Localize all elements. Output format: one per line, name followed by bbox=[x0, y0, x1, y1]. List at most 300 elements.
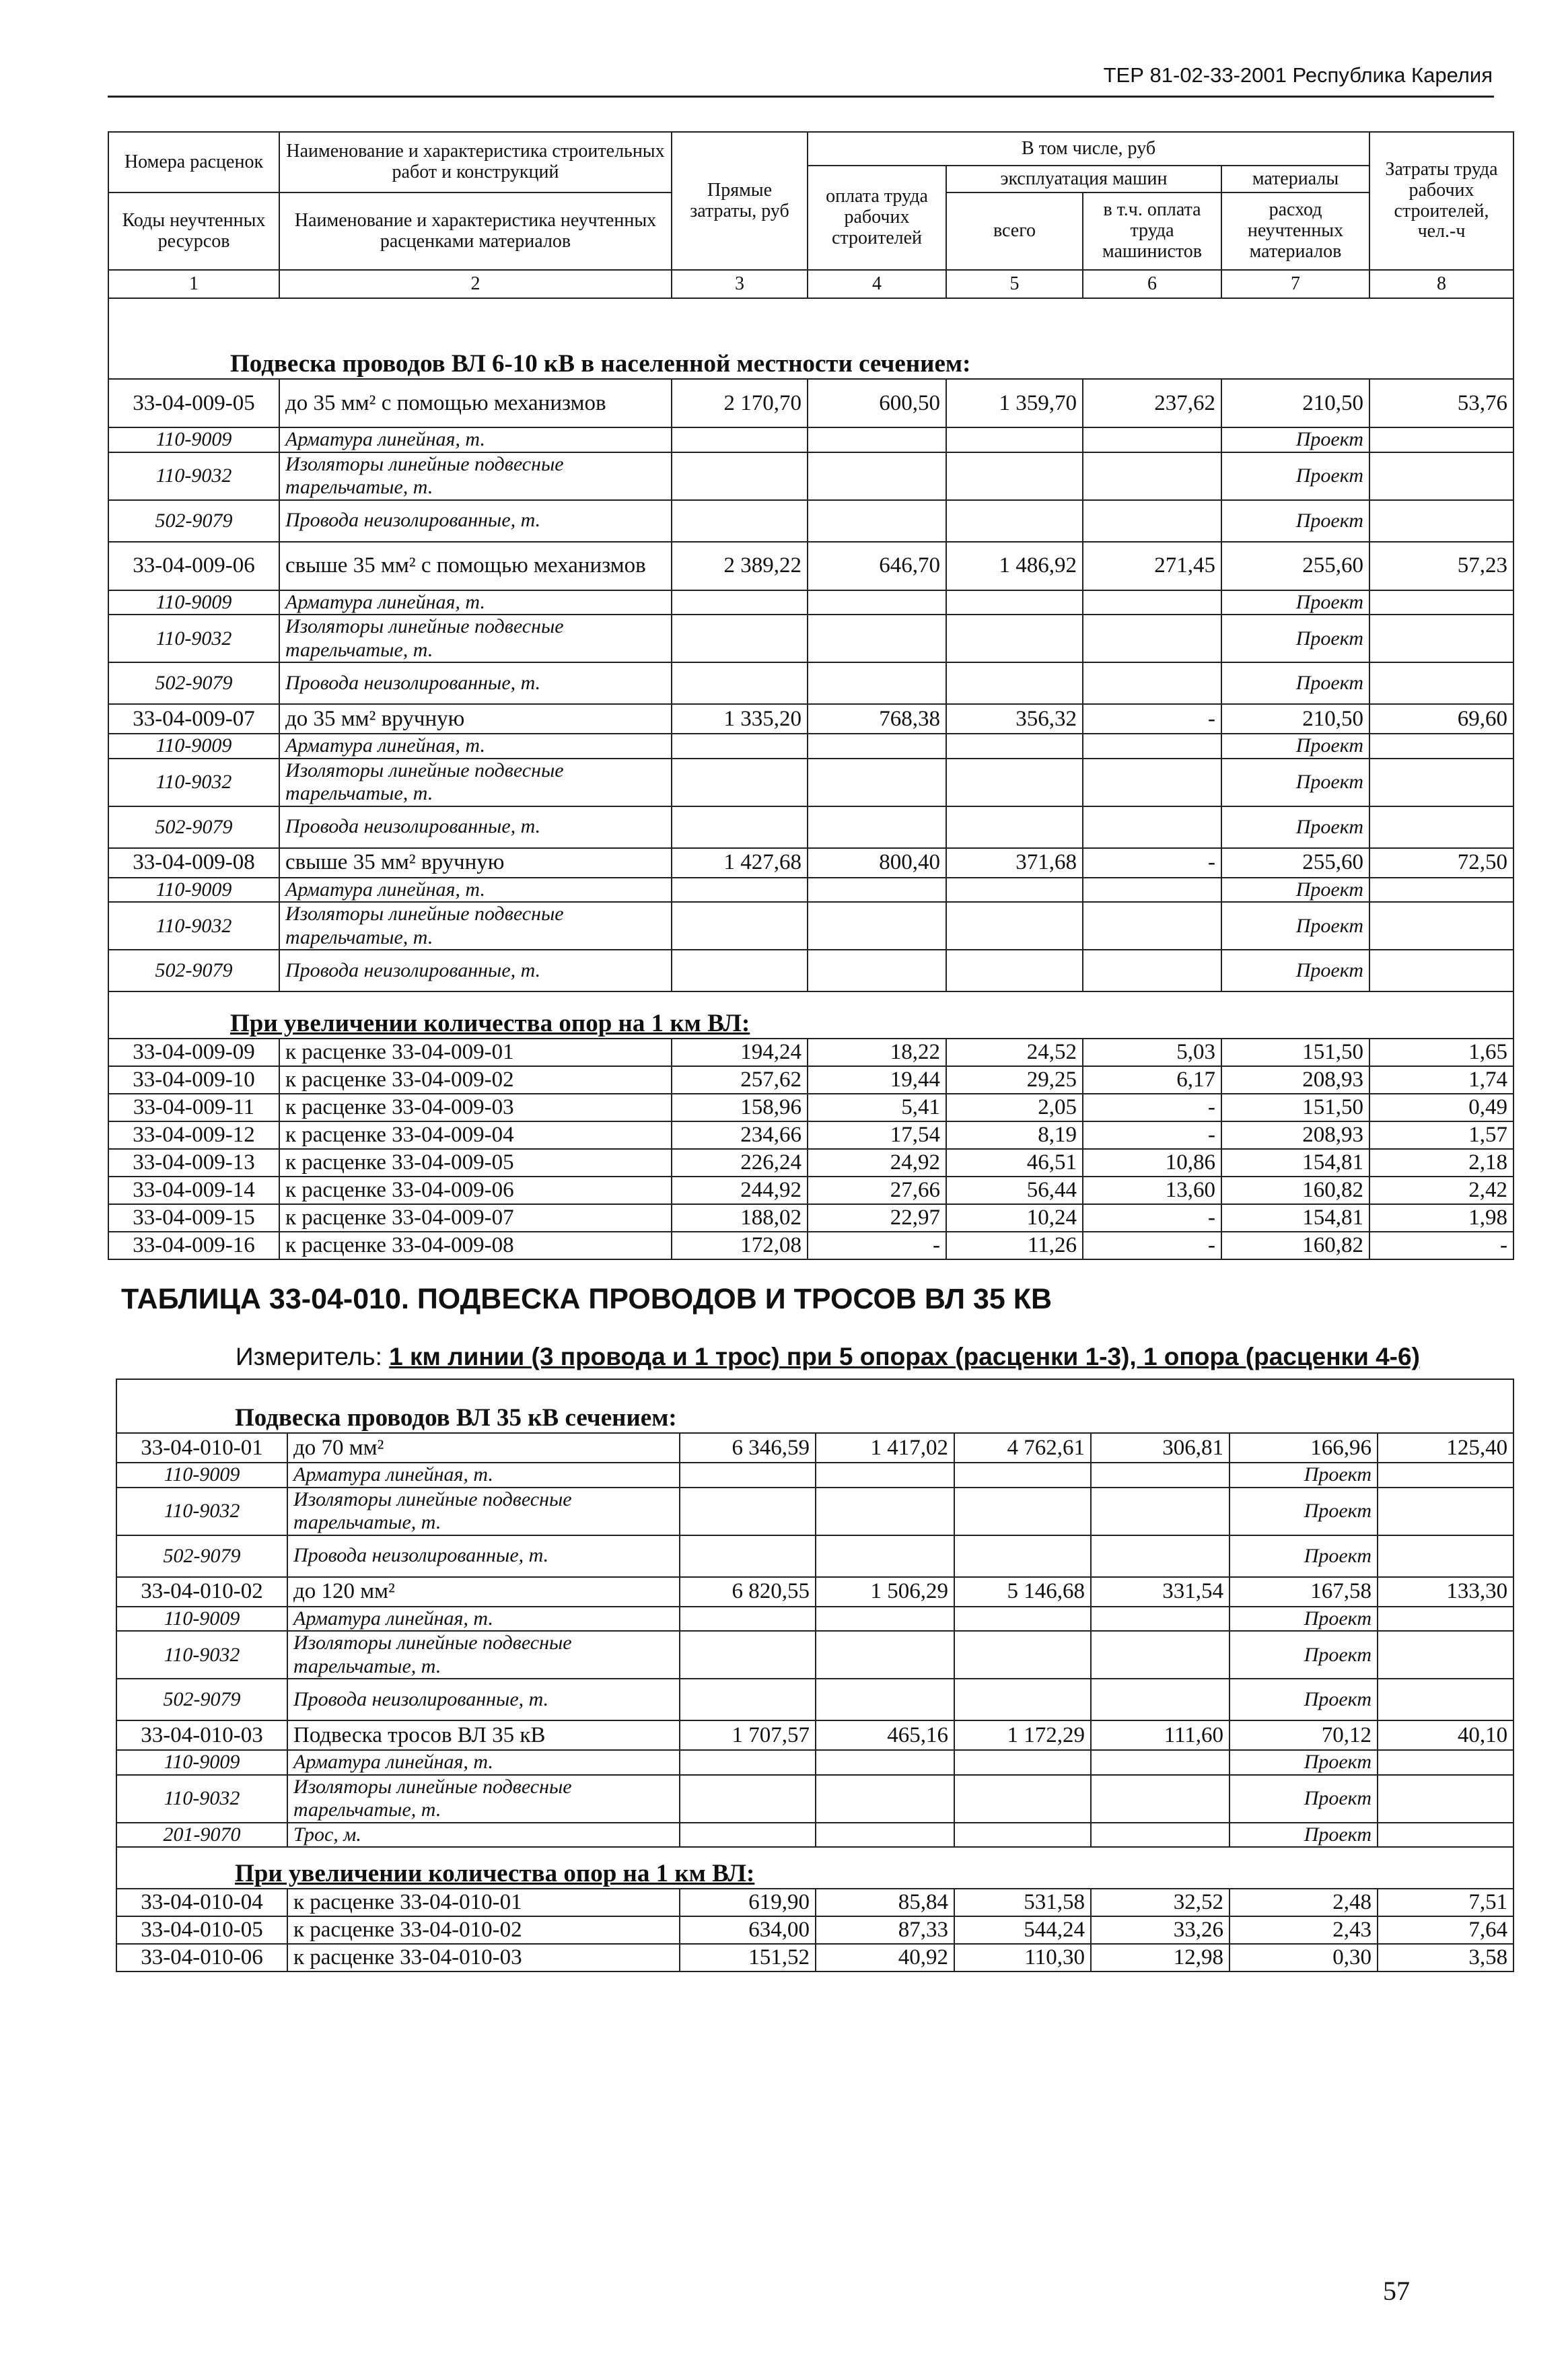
resource-name: Арматура линейная, т. bbox=[279, 878, 672, 903]
value-c8: 0,49 bbox=[1369, 1094, 1513, 1121]
section-2-title-row bbox=[116, 1379, 1513, 1433]
value-c3: 1 427,68 bbox=[672, 848, 808, 878]
empty-cell bbox=[1369, 500, 1513, 542]
value-c4: 27,66 bbox=[808, 1177, 946, 1204]
empty-cell bbox=[672, 902, 808, 950]
value-c5: 24,52 bbox=[946, 1039, 1083, 1066]
value-c4: 646,70 bbox=[808, 542, 946, 590]
increase-row bbox=[108, 1177, 1513, 1204]
col-num: 2 bbox=[279, 270, 672, 298]
value-c3: 172,08 bbox=[672, 1232, 808, 1259]
resource-code: 110-9032 bbox=[108, 615, 279, 662]
resource-row bbox=[108, 500, 1513, 542]
value-c7: 154,81 bbox=[1221, 1149, 1369, 1177]
increase-row bbox=[116, 1944, 1513, 1971]
empty-cell bbox=[1083, 615, 1221, 662]
value-c3: 1 707,57 bbox=[680, 1720, 816, 1750]
rate-code: 33-04-010-03 bbox=[116, 1720, 287, 1750]
resource-row bbox=[116, 1631, 1513, 1679]
value-c3: 188,02 bbox=[672, 1204, 808, 1232]
increase-row bbox=[116, 1916, 1513, 1944]
project-mark: Проект bbox=[1230, 1679, 1378, 1720]
increase-1-title-row bbox=[108, 991, 1513, 1039]
empty-cell bbox=[1083, 500, 1221, 542]
value-c7: 70,12 bbox=[1230, 1720, 1378, 1750]
col-head-2a: Наименование и характеристика строительных работ и конструкций bbox=[279, 132, 672, 193]
rate-code: 33-04-009-10 bbox=[108, 1066, 279, 1094]
resource-name: Трос, м. bbox=[287, 1823, 680, 1848]
empty-cell bbox=[1378, 1775, 1513, 1823]
rate-code: 33-04-009-09 bbox=[108, 1039, 279, 1066]
resource-row bbox=[116, 1535, 1513, 1577]
increase-row bbox=[108, 1121, 1513, 1149]
value-c6: 271,45 bbox=[1083, 542, 1221, 590]
resource-code: 110-9009 bbox=[108, 590, 279, 615]
resource-name: Изоляторы линейные подвесные тарельчатые, т. bbox=[287, 1631, 680, 1679]
empty-cell bbox=[1083, 662, 1221, 704]
resource-row bbox=[116, 1823, 1513, 1848]
resource-name: Изоляторы линейные подвесные тарельчатые, т. bbox=[279, 902, 672, 950]
empty-cell bbox=[1091, 1631, 1230, 1679]
empty-cell bbox=[808, 759, 946, 806]
rate-name: до 70 мм² bbox=[287, 1433, 680, 1463]
col-head-1a: Номера расценок bbox=[108, 132, 279, 193]
project-mark: Проект bbox=[1221, 590, 1369, 615]
page-header: ТЕР 81-02-33-2001 Республика Карелия bbox=[1103, 63, 1493, 87]
resource-name: Арматура линейная, т. bbox=[279, 427, 672, 452]
empty-cell bbox=[816, 1823, 954, 1848]
page-number: 57 bbox=[1383, 2276, 1410, 2306]
rate-code: 33-04-010-06 bbox=[116, 1944, 287, 1971]
increase-title: При увеличении количества опор на 1 км ВЛ: bbox=[116, 1847, 1513, 1889]
empty-cell bbox=[954, 1679, 1091, 1720]
resource-row bbox=[108, 427, 1513, 452]
empty-cell bbox=[816, 1631, 954, 1679]
resource-row bbox=[108, 902, 1513, 950]
value-c5: 371,68 bbox=[946, 848, 1083, 878]
rate-name: к расценке 33-04-009-06 bbox=[279, 1177, 672, 1204]
empty-cell bbox=[680, 1535, 816, 1577]
empty-cell bbox=[672, 615, 808, 662]
project-mark: Проект bbox=[1221, 734, 1369, 759]
empty-cell bbox=[946, 878, 1083, 903]
empty-cell bbox=[1369, 590, 1513, 615]
empty-cell bbox=[1083, 590, 1221, 615]
empty-cell bbox=[1378, 1607, 1513, 1632]
value-c4: 5,41 bbox=[808, 1094, 946, 1121]
rate-name: к расценке 33-04-009-01 bbox=[279, 1039, 672, 1066]
empty-cell bbox=[816, 1750, 954, 1775]
empty-cell bbox=[672, 590, 808, 615]
rate-code: 33-04-009-11 bbox=[108, 1094, 279, 1121]
col-num: 8 bbox=[1369, 270, 1513, 298]
value-c7: 151,50 bbox=[1221, 1094, 1369, 1121]
value-c7: 0,30 bbox=[1230, 1944, 1378, 1971]
resource-code: 110-9009 bbox=[116, 1607, 287, 1632]
empty-cell bbox=[680, 1631, 816, 1679]
empty-cell bbox=[816, 1488, 954, 1535]
rate-row bbox=[108, 848, 1513, 878]
resource-name: Изоляторы линейные подвесные тарельчатые, т. bbox=[279, 615, 672, 662]
empty-cell bbox=[1091, 1535, 1230, 1577]
resource-code: 110-9032 bbox=[108, 759, 279, 806]
table-1-head bbox=[108, 132, 1513, 298]
value-c3: 6 820,55 bbox=[680, 1577, 816, 1607]
project-mark: Проект bbox=[1230, 1488, 1378, 1535]
increase-row bbox=[108, 1066, 1513, 1094]
resource-code: 502-9079 bbox=[108, 950, 279, 991]
rate-name: до 35 мм² вручную bbox=[279, 704, 672, 734]
value-c6: 10,86 bbox=[1083, 1149, 1221, 1177]
value-c8: 125,40 bbox=[1378, 1433, 1513, 1463]
empty-cell bbox=[808, 662, 946, 704]
empty-cell bbox=[1083, 902, 1221, 950]
rate-name: к расценке 33-04-010-01 bbox=[287, 1889, 680, 1916]
resource-row bbox=[108, 734, 1513, 759]
empty-cell bbox=[946, 615, 1083, 662]
empty-cell bbox=[1369, 427, 1513, 452]
col-head-1b: Коды неучтенных ресурсов bbox=[108, 193, 279, 270]
value-c5: 1 486,92 bbox=[946, 542, 1083, 590]
rate-code: 33-04-009-15 bbox=[108, 1204, 279, 1232]
value-c6: 5,03 bbox=[1083, 1039, 1221, 1066]
empty-cell bbox=[946, 662, 1083, 704]
value-c5: 8,19 bbox=[946, 1121, 1083, 1149]
value-c6: 237,62 bbox=[1083, 379, 1221, 427]
resource-code: 110-9009 bbox=[116, 1463, 287, 1488]
value-c5: 10,24 bbox=[946, 1204, 1083, 1232]
value-c4: 19,44 bbox=[808, 1066, 946, 1094]
rate-code: 33-04-010-02 bbox=[116, 1577, 287, 1607]
col-head-exp: эксплуатация машин bbox=[946, 166, 1221, 193]
project-mark: Проект bbox=[1230, 1775, 1378, 1823]
empty-cell bbox=[672, 500, 808, 542]
value-c7: 166,96 bbox=[1230, 1433, 1378, 1463]
increase-1-rows bbox=[108, 1039, 1513, 1259]
value-c6: - bbox=[1083, 1204, 1221, 1232]
value-c8: 1,65 bbox=[1369, 1039, 1513, 1066]
value-c8: 40,10 bbox=[1378, 1720, 1513, 1750]
value-c6: 33,26 bbox=[1091, 1916, 1230, 1944]
empty-cell bbox=[1091, 1823, 1230, 1848]
project-mark: Проект bbox=[1230, 1631, 1378, 1679]
value-c6: 32,52 bbox=[1091, 1889, 1230, 1916]
value-c8: 7,51 bbox=[1378, 1889, 1513, 1916]
value-c6: - bbox=[1083, 1232, 1221, 1259]
section-2-rows bbox=[116, 1433, 1513, 1847]
value-c7: 210,50 bbox=[1221, 379, 1369, 427]
value-c4: 40,92 bbox=[816, 1944, 954, 1971]
empty-cell bbox=[946, 806, 1083, 848]
rate-code: 33-04-009-14 bbox=[108, 1177, 279, 1204]
value-c6: - bbox=[1083, 704, 1221, 734]
rate-code: 33-04-010-01 bbox=[116, 1433, 287, 1463]
value-c4: 18,22 bbox=[808, 1039, 946, 1066]
value-c7: 255,60 bbox=[1221, 542, 1369, 590]
empty-cell bbox=[1378, 1488, 1513, 1535]
value-c3: 234,66 bbox=[672, 1121, 808, 1149]
value-c7: 160,82 bbox=[1221, 1232, 1369, 1259]
resource-row bbox=[116, 1607, 1513, 1632]
value-c3: 151,52 bbox=[680, 1944, 816, 1971]
value-c6: 12,98 bbox=[1091, 1944, 1230, 1971]
value-c4: 1 417,02 bbox=[816, 1433, 954, 1463]
rate-row bbox=[108, 704, 1513, 734]
empty-cell bbox=[946, 902, 1083, 950]
value-c7: 2,43 bbox=[1230, 1916, 1378, 1944]
increase-row bbox=[108, 1094, 1513, 1121]
resource-name: Изоляторы линейные подвесные тарельчатые, т. bbox=[279, 452, 672, 500]
resource-code: 110-9032 bbox=[108, 902, 279, 950]
value-c4: 465,16 bbox=[816, 1720, 954, 1750]
value-c7: 167,58 bbox=[1230, 1577, 1378, 1607]
project-mark: Проект bbox=[1221, 759, 1369, 806]
value-c4: 800,40 bbox=[808, 848, 946, 878]
project-mark: Проект bbox=[1221, 902, 1369, 950]
empty-cell bbox=[946, 590, 1083, 615]
value-c3: 244,92 bbox=[672, 1177, 808, 1204]
resource-name: Арматура линейная, т. bbox=[287, 1750, 680, 1775]
empty-cell bbox=[816, 1607, 954, 1632]
rate-row bbox=[108, 379, 1513, 427]
section-1-title-row bbox=[108, 298, 1513, 379]
value-c8: 3,58 bbox=[1378, 1944, 1513, 1971]
empty-cell bbox=[680, 1488, 816, 1535]
value-c8: 72,50 bbox=[1369, 848, 1513, 878]
value-c5: 1 359,70 bbox=[946, 379, 1083, 427]
empty-cell bbox=[672, 878, 808, 903]
empty-cell bbox=[1369, 759, 1513, 806]
rate-row bbox=[116, 1433, 1513, 1463]
value-c5: 531,58 bbox=[954, 1889, 1091, 1916]
value-c4: 17,54 bbox=[808, 1121, 946, 1149]
increase-2-title-row bbox=[116, 1847, 1513, 1889]
resource-row bbox=[108, 452, 1513, 500]
empty-cell bbox=[808, 615, 946, 662]
resource-row bbox=[108, 590, 1513, 615]
value-c3: 1 335,20 bbox=[672, 704, 808, 734]
value-c4: 85,84 bbox=[816, 1889, 954, 1916]
value-c5: 46,51 bbox=[946, 1149, 1083, 1177]
rate-name: к расценке 33-04-010-03 bbox=[287, 1944, 680, 1971]
value-c6: - bbox=[1083, 1094, 1221, 1121]
value-c3: 194,24 bbox=[672, 1039, 808, 1066]
value-c7: 2,48 bbox=[1230, 1889, 1378, 1916]
resource-row bbox=[108, 806, 1513, 848]
resource-row bbox=[108, 615, 1513, 662]
rate-code: 33-04-009-13 bbox=[108, 1149, 279, 1177]
col-head-8: Затраты труда рабочих строителей, чел.-ч bbox=[1369, 132, 1513, 270]
rate-code: 33-04-009-05 bbox=[108, 379, 279, 427]
increase-title: При увеличении количества опор на 1 км ВЛ: bbox=[108, 991, 1513, 1039]
empty-cell bbox=[946, 950, 1083, 991]
section-title: Подвеска проводов ВЛ 35 кВ сечением: bbox=[116, 1379, 1513, 1433]
empty-cell bbox=[1083, 950, 1221, 991]
empty-cell bbox=[1083, 734, 1221, 759]
value-c8: 7,64 bbox=[1378, 1916, 1513, 1944]
empty-cell bbox=[954, 1607, 1091, 1632]
empty-cell bbox=[1369, 662, 1513, 704]
empty-cell bbox=[672, 662, 808, 704]
empty-cell bbox=[1091, 1463, 1230, 1488]
rate-code: 33-04-009-07 bbox=[108, 704, 279, 734]
rate-code: 33-04-009-08 bbox=[108, 848, 279, 878]
value-c8: 2,42 bbox=[1369, 1177, 1513, 1204]
col-head-mat: материалы bbox=[1221, 166, 1369, 193]
col-num: 1 bbox=[108, 270, 279, 298]
empty-cell bbox=[1378, 1463, 1513, 1488]
empty-cell bbox=[1083, 878, 1221, 903]
resource-code: 110-9009 bbox=[108, 878, 279, 903]
resource-code: 110-9009 bbox=[108, 427, 279, 452]
col-head-5: всего bbox=[946, 193, 1083, 270]
project-mark: Проект bbox=[1221, 615, 1369, 662]
value-c3: 158,96 bbox=[672, 1094, 808, 1121]
empty-cell bbox=[1378, 1823, 1513, 1848]
increase-row bbox=[108, 1149, 1513, 1177]
resource-name: Арматура линейная, т. bbox=[279, 590, 672, 615]
resource-code: 110-9032 bbox=[116, 1488, 287, 1535]
section-1-rows bbox=[108, 379, 1513, 991]
project-mark: Проект bbox=[1221, 662, 1369, 704]
empty-cell bbox=[954, 1750, 1091, 1775]
empty-cell bbox=[1369, 734, 1513, 759]
value-c6: 331,54 bbox=[1091, 1577, 1230, 1607]
resource-code: 110-9032 bbox=[116, 1775, 287, 1823]
empty-cell bbox=[680, 1823, 816, 1848]
empty-cell bbox=[954, 1631, 1091, 1679]
resource-name: Изоляторы линейные подвесные тарельчатые, т. bbox=[279, 759, 672, 806]
rate-row bbox=[108, 542, 1513, 590]
rate-name: до 120 мм² bbox=[287, 1577, 680, 1607]
value-c3: 634,00 bbox=[680, 1916, 816, 1944]
empty-cell bbox=[808, 500, 946, 542]
empty-cell bbox=[954, 1488, 1091, 1535]
value-c5: 5 146,68 bbox=[954, 1577, 1091, 1607]
resource-code: 110-9009 bbox=[108, 734, 279, 759]
value-c7: 208,93 bbox=[1221, 1066, 1369, 1094]
empty-cell bbox=[1091, 1750, 1230, 1775]
resource-name: Провода неизолированные, т. bbox=[279, 500, 672, 542]
col-num: 5 bbox=[946, 270, 1083, 298]
value-c3: 619,90 bbox=[680, 1889, 816, 1916]
increase-row bbox=[108, 1039, 1513, 1066]
resource-code: 201-9070 bbox=[116, 1823, 287, 1848]
value-c8: 2,18 bbox=[1369, 1149, 1513, 1177]
rate-code: 33-04-010-05 bbox=[116, 1916, 287, 1944]
col-num: 3 bbox=[672, 270, 808, 298]
value-c6: 13,60 bbox=[1083, 1177, 1221, 1204]
col-head-group: В том числе, руб bbox=[808, 132, 1369, 166]
resource-name: Арматура линейная, т. bbox=[287, 1607, 680, 1632]
col-num: 7 bbox=[1221, 270, 1369, 298]
empty-cell bbox=[1369, 878, 1513, 903]
value-c4: 87,33 bbox=[816, 1916, 954, 1944]
empty-cell bbox=[680, 1750, 816, 1775]
header-rule bbox=[108, 96, 1494, 98]
value-c8: 1,57 bbox=[1369, 1121, 1513, 1149]
resource-name: Арматура линейная, т. bbox=[287, 1463, 680, 1488]
empty-cell bbox=[946, 452, 1083, 500]
resource-code: 502-9079 bbox=[108, 662, 279, 704]
empty-cell bbox=[672, 759, 808, 806]
rate-code: 33-04-009-16 bbox=[108, 1232, 279, 1259]
project-mark: Проект bbox=[1221, 452, 1369, 500]
empty-cell bbox=[808, 452, 946, 500]
empty-cell bbox=[1091, 1488, 1230, 1535]
rate-name: свыше 35 мм² с помощью механизмов bbox=[279, 542, 672, 590]
measure-value: 1 км линии (3 провода и 1 трос) при 5 опорах (расценки 1-3), 1 опора (расценки 4-6) bbox=[389, 1343, 1420, 1370]
empty-cell bbox=[954, 1463, 1091, 1488]
rate-name: к расценке 33-04-009-08 bbox=[279, 1232, 672, 1259]
empty-cell bbox=[680, 1679, 816, 1720]
value-c5: 4 762,61 bbox=[954, 1433, 1091, 1463]
project-mark: Проект bbox=[1221, 427, 1369, 452]
project-mark: Проект bbox=[1230, 1823, 1378, 1848]
rate-name: к расценке 33-04-009-03 bbox=[279, 1094, 672, 1121]
empty-cell bbox=[816, 1463, 954, 1488]
rates-table-1 bbox=[108, 131, 1514, 1260]
project-mark: Проект bbox=[1221, 500, 1369, 542]
empty-cell bbox=[1091, 1607, 1230, 1632]
rate-name: к расценке 33-04-009-02 bbox=[279, 1066, 672, 1094]
value-c4: 1 506,29 bbox=[816, 1577, 954, 1607]
value-c7: 255,60 bbox=[1221, 848, 1369, 878]
resource-name: Провода неизолированные, т. bbox=[279, 950, 672, 991]
resource-row bbox=[108, 759, 1513, 806]
value-c6: - bbox=[1083, 848, 1221, 878]
col-head-2b: Наименование и характеристика неучтенных расценками материалов bbox=[279, 193, 672, 270]
empty-cell bbox=[946, 734, 1083, 759]
value-c7: 154,81 bbox=[1221, 1204, 1369, 1232]
value-c4: 600,50 bbox=[808, 379, 946, 427]
table-2-title: ТАБЛИЦА 33-04-010. ПОДВЕСКА ПРОВОДОВ И ТРОСОВ ВЛ 35 КВ bbox=[121, 1283, 1053, 1315]
value-c7: 210,50 bbox=[1221, 704, 1369, 734]
empty-cell bbox=[808, 427, 946, 452]
empty-cell bbox=[672, 950, 808, 991]
resource-row bbox=[116, 1488, 1513, 1535]
rate-name: к расценке 33-04-009-07 bbox=[279, 1204, 672, 1232]
value-c8: 1,98 bbox=[1369, 1204, 1513, 1232]
resource-code: 110-9032 bbox=[108, 452, 279, 500]
empty-cell bbox=[954, 1775, 1091, 1823]
value-c7: 208,93 bbox=[1221, 1121, 1369, 1149]
resource-code: 502-9079 bbox=[116, 1679, 287, 1720]
rate-name: до 35 мм² с помощью механизмов bbox=[279, 379, 672, 427]
value-c8: 1,74 bbox=[1369, 1066, 1513, 1094]
col-head-6: в т.ч. оплата труда машинистов bbox=[1083, 193, 1221, 270]
empty-cell bbox=[1083, 427, 1221, 452]
empty-cell bbox=[946, 500, 1083, 542]
col-num: 4 bbox=[808, 270, 946, 298]
value-c6: 111,60 bbox=[1091, 1720, 1230, 1750]
empty-cell bbox=[1378, 1679, 1513, 1720]
rate-name: к расценке 33-04-010-02 bbox=[287, 1916, 680, 1944]
value-c3: 2 170,70 bbox=[672, 379, 808, 427]
empty-cell bbox=[1091, 1679, 1230, 1720]
resource-code: 502-9079 bbox=[108, 806, 279, 848]
resource-row bbox=[116, 1679, 1513, 1720]
resource-code: 502-9079 bbox=[116, 1535, 287, 1577]
empty-cell bbox=[808, 590, 946, 615]
value-c8: 57,23 bbox=[1369, 542, 1513, 590]
increase-row bbox=[108, 1204, 1513, 1232]
value-c3: 226,24 bbox=[672, 1149, 808, 1177]
rate-code: 33-04-009-06 bbox=[108, 542, 279, 590]
project-mark: Проект bbox=[1230, 1463, 1378, 1488]
col-head-4: оплата труда рабочих строителей bbox=[808, 166, 946, 270]
empty-cell bbox=[1083, 452, 1221, 500]
